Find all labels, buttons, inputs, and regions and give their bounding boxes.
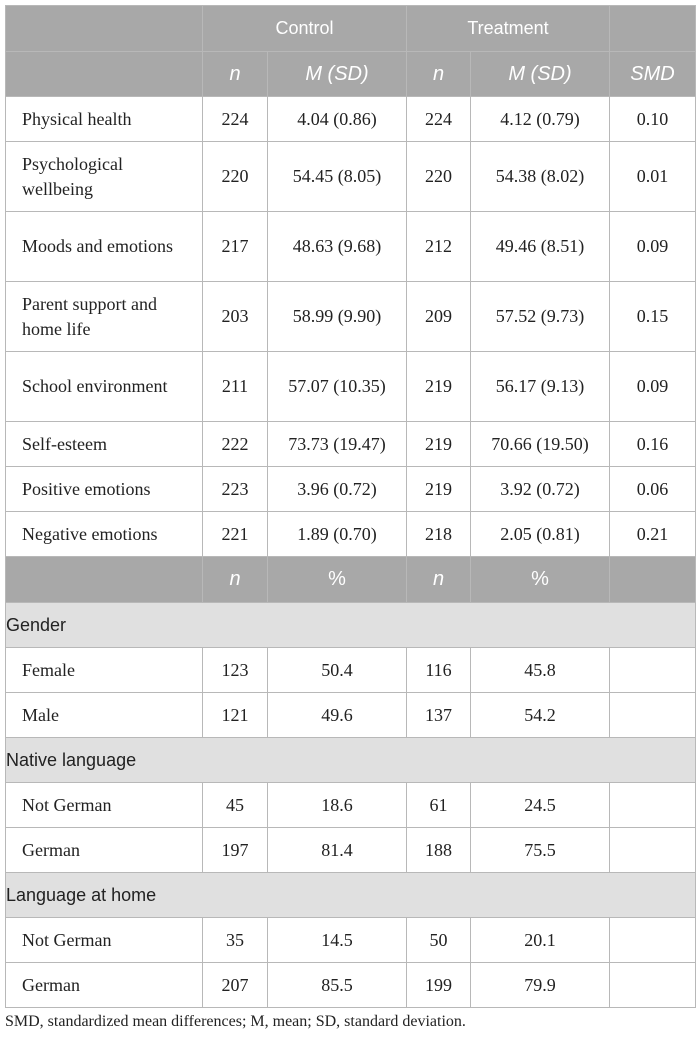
header-blank-cell bbox=[6, 6, 203, 52]
treatment-n: 219 bbox=[407, 352, 471, 422]
treatment-msd: 2.05 (0.81) bbox=[471, 512, 610, 557]
table-footnote: SMD, standardized mean differences; M, mean; SD, standard deviation. bbox=[5, 1013, 466, 1030]
treatment-n: 218 bbox=[407, 512, 471, 557]
table-row bbox=[6, 783, 696, 828]
control-msd-header: M (SD) bbox=[268, 52, 407, 97]
control-n: 224 bbox=[203, 97, 268, 142]
section-header-language-at-home bbox=[6, 873, 696, 918]
empty-cell bbox=[610, 783, 696, 828]
treatment-n: 50 bbox=[407, 918, 471, 963]
treatment-msd: 57.52 (9.73) bbox=[471, 282, 610, 352]
section-title: Native language bbox=[6, 738, 696, 783]
control-n: 121 bbox=[203, 693, 268, 738]
table-row bbox=[6, 142, 696, 212]
control-pct: 49.6 bbox=[268, 693, 407, 738]
control-msd: 54.45 (8.05) bbox=[268, 142, 407, 212]
header-blank-cell bbox=[610, 6, 696, 52]
control-n: 221 bbox=[203, 512, 268, 557]
control-n: 207 bbox=[203, 963, 268, 1008]
row-label: Physical health bbox=[6, 97, 203, 142]
table-row bbox=[6, 918, 696, 963]
treatment-msd: 49.46 (8.51) bbox=[471, 212, 610, 282]
smd-value: 0.06 bbox=[610, 467, 696, 512]
control-n-header: n bbox=[203, 557, 268, 603]
row-label: Moods and emotions bbox=[6, 212, 203, 282]
treatment-n: 116 bbox=[407, 648, 471, 693]
control-msd: 58.99 (9.90) bbox=[268, 282, 407, 352]
treatment-header: Treatment bbox=[407, 6, 610, 52]
control-msd: 48.63 (9.68) bbox=[268, 212, 407, 282]
control-msd: 3.96 (0.72) bbox=[268, 467, 407, 512]
control-pct: 14.5 bbox=[268, 918, 407, 963]
control-header: Control bbox=[203, 6, 407, 52]
treatment-pct: 20.1 bbox=[471, 918, 610, 963]
table-row bbox=[6, 693, 696, 738]
smd-value: 0.21 bbox=[610, 512, 696, 557]
header-blank-cell bbox=[6, 52, 203, 97]
control-n: 45 bbox=[203, 783, 268, 828]
treatment-n: 61 bbox=[407, 783, 471, 828]
treatment-msd: 56.17 (9.13) bbox=[471, 352, 610, 422]
smd-value: 0.15 bbox=[610, 282, 696, 352]
treatment-pct: 24.5 bbox=[471, 783, 610, 828]
treatment-pct: 45.8 bbox=[471, 648, 610, 693]
control-n: 222 bbox=[203, 422, 268, 467]
row-label: Self-esteem bbox=[6, 422, 203, 467]
empty-cell bbox=[610, 963, 696, 1008]
treatment-n: 137 bbox=[407, 693, 471, 738]
control-n: 203 bbox=[203, 282, 268, 352]
row-label: German bbox=[6, 828, 203, 873]
section-header-gender bbox=[6, 603, 696, 648]
table-row bbox=[6, 467, 696, 512]
row-label: School environment bbox=[6, 352, 203, 422]
control-pct: 50.4 bbox=[268, 648, 407, 693]
control-n: 35 bbox=[203, 918, 268, 963]
treatment-msd: 4.12 (0.79) bbox=[471, 97, 610, 142]
treatment-n-header: n bbox=[407, 557, 471, 603]
table-row bbox=[6, 212, 696, 282]
treatment-pct: 54.2 bbox=[471, 693, 610, 738]
empty-cell bbox=[610, 828, 696, 873]
smd-value: 0.01 bbox=[610, 142, 696, 212]
treatment-msd: 54.38 (8.02) bbox=[471, 142, 610, 212]
table-row bbox=[6, 828, 696, 873]
table-row bbox=[6, 352, 696, 422]
table-row bbox=[6, 512, 696, 557]
table-row bbox=[6, 422, 696, 467]
smd-header: SMD bbox=[610, 52, 696, 97]
table-row bbox=[6, 963, 696, 1008]
table-row bbox=[6, 282, 696, 352]
control-n: 223 bbox=[203, 467, 268, 512]
header-blank-cell bbox=[610, 557, 696, 603]
empty-cell bbox=[610, 693, 696, 738]
table-row bbox=[6, 648, 696, 693]
control-n: 123 bbox=[203, 648, 268, 693]
row-label: Female bbox=[6, 648, 203, 693]
control-pct: 85.5 bbox=[268, 963, 407, 1008]
smd-value: 0.16 bbox=[610, 422, 696, 467]
treatment-n: 219 bbox=[407, 422, 471, 467]
header-blank-cell bbox=[6, 557, 203, 603]
empty-cell bbox=[610, 648, 696, 693]
row-label: Psychological wellbeing bbox=[6, 142, 203, 212]
treatment-pct-header: % bbox=[471, 557, 610, 603]
treatment-n: 188 bbox=[407, 828, 471, 873]
treatment-pct: 79.9 bbox=[471, 963, 610, 1008]
row-label: Negative emotions bbox=[6, 512, 203, 557]
control-n: 197 bbox=[203, 828, 268, 873]
control-n: 220 bbox=[203, 142, 268, 212]
row-label: Male bbox=[6, 693, 203, 738]
section-title: Gender bbox=[6, 603, 696, 648]
table-row bbox=[6, 97, 696, 142]
treatment-msd-header: M (SD) bbox=[471, 52, 610, 97]
row-label: Positive emotions bbox=[6, 467, 203, 512]
group-header-row bbox=[6, 6, 696, 52]
row-label: Parent support and home life bbox=[6, 282, 203, 352]
treatment-n-header: n bbox=[407, 52, 471, 97]
row-label: Not German bbox=[6, 918, 203, 963]
treatment-pct: 75.5 bbox=[471, 828, 610, 873]
row-label: German bbox=[6, 963, 203, 1008]
control-msd: 57.07 (10.35) bbox=[268, 352, 407, 422]
treatment-n: 209 bbox=[407, 282, 471, 352]
treatment-n: 219 bbox=[407, 467, 471, 512]
treatment-n: 199 bbox=[407, 963, 471, 1008]
control-msd: 73.73 (19.47) bbox=[268, 422, 407, 467]
baseline-characteristics-table bbox=[5, 5, 696, 1008]
treatment-msd: 3.92 (0.72) bbox=[471, 467, 610, 512]
treatment-n: 224 bbox=[407, 97, 471, 142]
control-n-header: n bbox=[203, 52, 268, 97]
smd-value: 0.09 bbox=[610, 212, 696, 282]
control-msd: 4.04 (0.86) bbox=[268, 97, 407, 142]
control-n: 211 bbox=[203, 352, 268, 422]
control-pct-header: % bbox=[268, 557, 407, 603]
control-n: 217 bbox=[203, 212, 268, 282]
smd-value: 0.09 bbox=[610, 352, 696, 422]
control-msd: 1.89 (0.70) bbox=[268, 512, 407, 557]
percent-header-row bbox=[6, 557, 696, 603]
empty-cell bbox=[610, 918, 696, 963]
row-label: Not German bbox=[6, 783, 203, 828]
smd-value: 0.10 bbox=[610, 97, 696, 142]
stat-header-row bbox=[6, 52, 696, 97]
treatment-msd: 70.66 (19.50) bbox=[471, 422, 610, 467]
control-pct: 81.4 bbox=[268, 828, 407, 873]
treatment-n: 220 bbox=[407, 142, 471, 212]
treatment-n: 212 bbox=[407, 212, 471, 282]
control-pct: 18.6 bbox=[268, 783, 407, 828]
section-title: Language at home bbox=[6, 873, 696, 918]
section-header-native-language bbox=[6, 738, 696, 783]
